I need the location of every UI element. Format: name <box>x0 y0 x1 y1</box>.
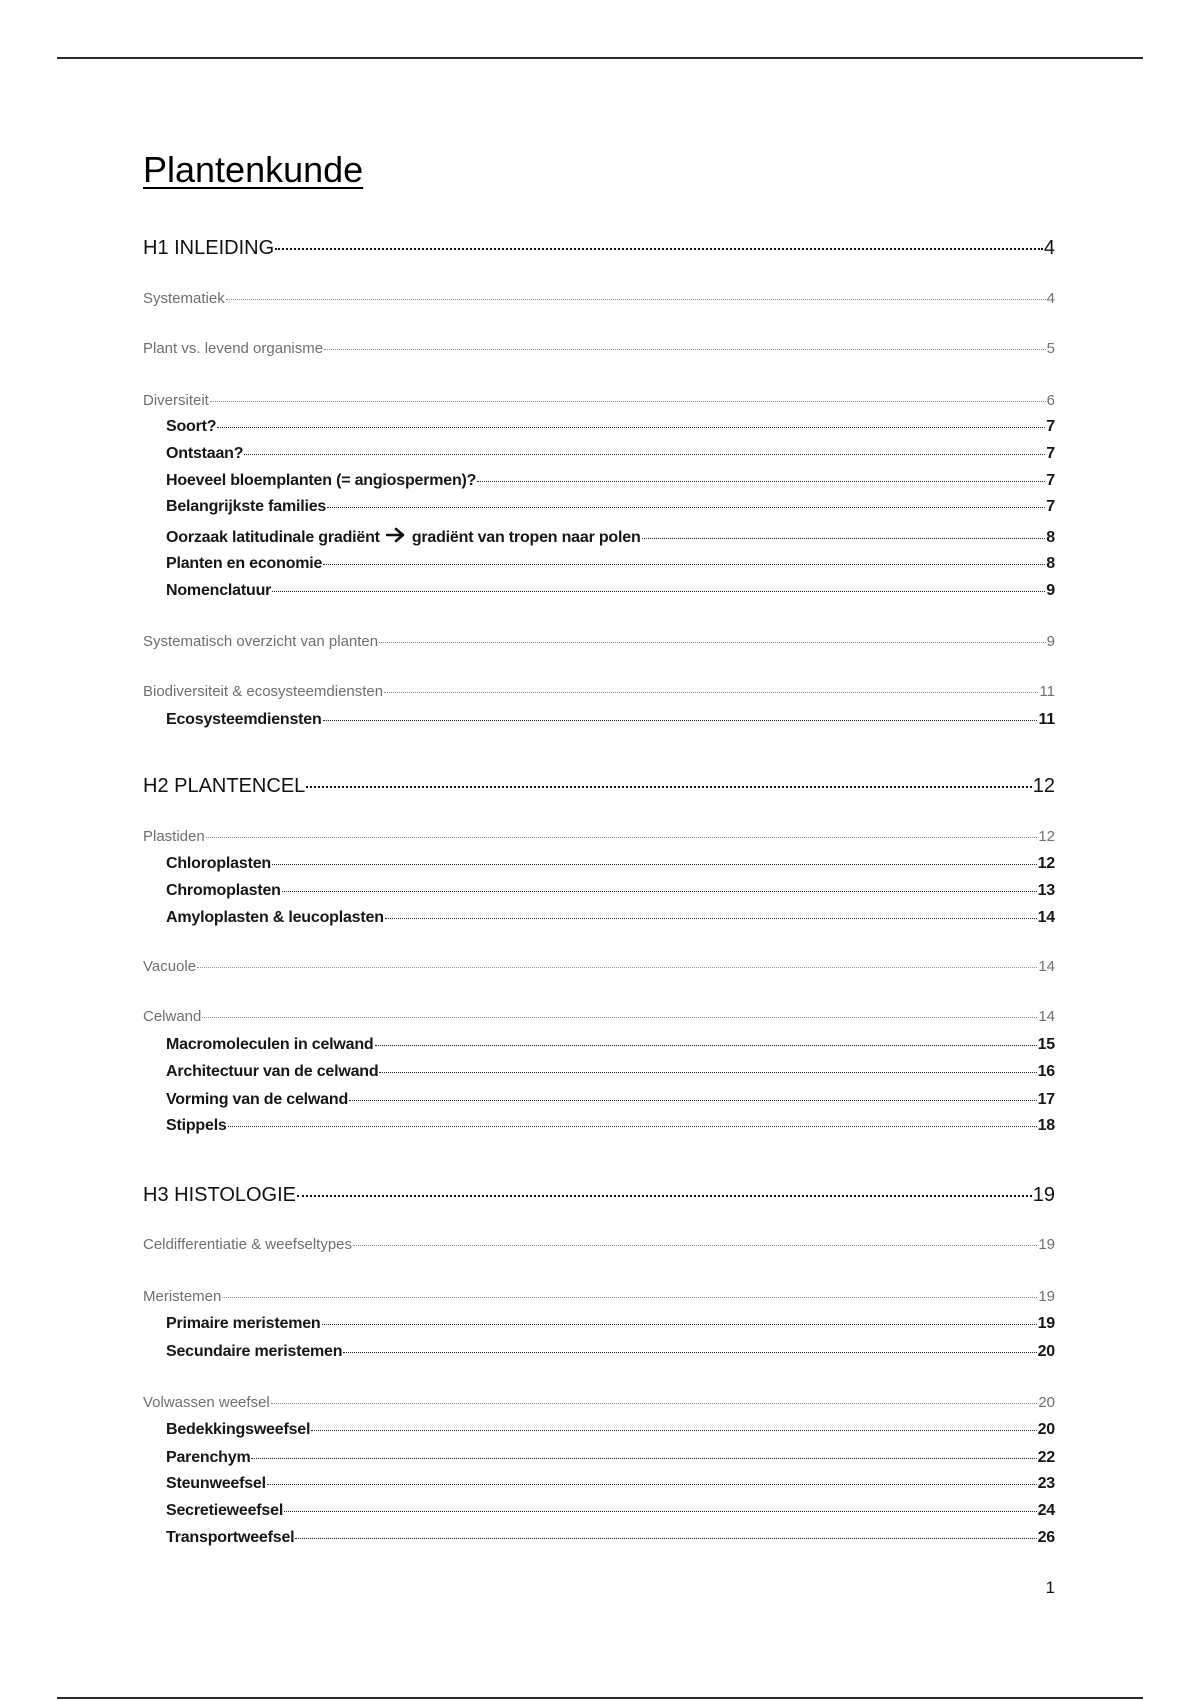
toc-page-number: 19 <box>1032 1184 1055 1206</box>
dot-leader <box>311 1430 1036 1431</box>
dot-leader <box>379 642 1046 643</box>
toc-entry-title: H1 INLEIDING <box>143 237 275 259</box>
toc-entry-level-2[interactable] <box>143 683 1055 705</box>
toc-page-number: 26 <box>1037 1529 1055 1546</box>
toc-entry-title: Systematisch overzicht van planten <box>143 633 379 650</box>
toc-page-number: 12 <box>1032 775 1055 797</box>
toc-entry-label <box>143 1184 296 1207</box>
dot-leader <box>282 891 1037 892</box>
toc-entry-title: Ontstaan? <box>166 445 244 462</box>
toc-entry-level-2[interactable] <box>143 1288 1055 1310</box>
toc-entry-title: Macromoleculen in celwand <box>166 1036 374 1053</box>
toc-entry-level-3[interactable] <box>166 555 1055 579</box>
toc-entry-level-3[interactable] <box>166 855 1055 879</box>
toc-page-number: 19 <box>1038 1288 1055 1305</box>
dot-leader <box>324 349 1046 350</box>
toc-entry-title: Celwand <box>143 1008 202 1025</box>
toc-entry-level-3[interactable] <box>166 1117 1055 1141</box>
dot-leader <box>379 1072 1036 1073</box>
toc-entry-label <box>143 828 205 845</box>
toc-entry-label <box>166 445 243 463</box>
toc-entry-label <box>143 683 383 700</box>
toc-entry-level-3[interactable] <box>166 1421 1055 1445</box>
toc-page-number: 20 <box>1037 1421 1055 1438</box>
dot-leader <box>375 1045 1037 1046</box>
toc-entry-label <box>143 1288 221 1305</box>
toc-entry-level-2[interactable] <box>143 1394 1055 1416</box>
toc-entry-label <box>143 1008 201 1025</box>
dot-leader <box>226 299 1046 300</box>
toc-entry-level-3[interactable] <box>166 1315 1055 1339</box>
dot-leader <box>244 454 1045 455</box>
toc-entry-title: Vacuole <box>143 958 197 975</box>
dot-leader <box>384 692 1038 693</box>
toc-entry-label <box>143 775 305 798</box>
toc-page-number: 11 <box>1039 683 1055 700</box>
dot-leader <box>251 1458 1036 1459</box>
dot-leader <box>323 720 1038 721</box>
toc-page-number: 15 <box>1037 1036 1055 1053</box>
dot-leader <box>217 427 1045 428</box>
toc-page-number: 13 <box>1037 882 1055 899</box>
toc-entry-title: Chromoplasten <box>166 882 281 899</box>
dot-leader <box>284 1511 1037 1512</box>
toc-entry-label <box>143 392 209 409</box>
toc-page-number: 24 <box>1037 1502 1055 1519</box>
toc-entry-title: Primaire meristemen <box>166 1315 321 1332</box>
toc-entry-title: Bedekkingsweefsel <box>166 1421 311 1438</box>
toc-entry-level-3[interactable] <box>166 1091 1055 1115</box>
toc-page-number: 7 <box>1046 472 1055 489</box>
toc-entry-title: Plant vs. levend organisme <box>143 340 324 357</box>
toc-entry-title: Systematiek <box>143 290 225 307</box>
toc-entry-title: Plastiden <box>143 828 205 845</box>
toc-entry-title: Ecosysteemdiensten <box>166 711 322 728</box>
toc-entry-level-3[interactable] <box>166 582 1055 606</box>
toc-entry-title: Volwassen weefsel <box>143 1394 270 1411</box>
toc-entry-level-3[interactable] <box>166 1343 1055 1367</box>
dot-leader <box>197 967 1037 968</box>
toc-entry-title: Secretieweefsel <box>166 1502 284 1519</box>
toc-page-number: 5 <box>1046 340 1055 357</box>
toc-entry-level-3[interactable] <box>166 1036 1055 1060</box>
dot-leader <box>272 864 1037 865</box>
dot-leader <box>349 1100 1037 1101</box>
toc-entry-label <box>166 1091 348 1109</box>
toc-entry-level-2[interactable] <box>143 340 1055 362</box>
toc-entry-title: Diversiteit <box>143 392 209 409</box>
dot-leader <box>202 1017 1037 1018</box>
toc-entry-level-3[interactable] <box>166 498 1055 522</box>
toc-entry-label <box>143 340 323 357</box>
toc-page-number: 20 <box>1037 1343 1055 1360</box>
toc-entry-label <box>143 237 274 260</box>
dot-leader <box>322 1324 1037 1325</box>
toc-entry-level-2[interactable] <box>143 290 1055 312</box>
toc-entry-title: Planten en economie <box>166 555 323 572</box>
toc-entry-title: Celdifferentiatie & weefseltypes <box>143 1236 353 1253</box>
toc-entry-label <box>143 290 225 307</box>
toc-entry-level-1[interactable] <box>143 237 1055 265</box>
dot-leader <box>327 507 1045 508</box>
toc-page-number: 9 <box>1046 633 1055 650</box>
toc-entry-label <box>166 1475 266 1493</box>
toc-page-number: 19 <box>1038 1236 1055 1253</box>
toc-entry-label <box>166 1063 378 1081</box>
arrow-right-icon <box>386 527 406 547</box>
toc-entry-label <box>166 582 271 600</box>
toc-page-number: 8 <box>1046 529 1055 546</box>
dot-leader <box>272 591 1045 592</box>
toc-entry-title: Architectuur van de celwand <box>166 1063 379 1080</box>
toc-entry-title: Hoeveel bloemplanten (= angiospermen)? <box>166 472 477 489</box>
toc-entry-level-1[interactable] <box>143 1184 1055 1212</box>
toc-page-number: 9 <box>1046 582 1055 599</box>
toc-entry-title-continued: gradiënt van tropen naar polen <box>411 529 641 546</box>
toc-page-number: 18 <box>1037 1117 1055 1134</box>
toc-page-number: 7 <box>1046 418 1055 435</box>
toc-entry-title: Amyloplasten & leucoplasten <box>166 909 384 926</box>
toc-entry-level-3[interactable] <box>166 909 1055 933</box>
toc-entry-level-1[interactable] <box>143 775 1055 803</box>
toc-entry-title: Secundaire meristemen <box>166 1343 343 1360</box>
toc-entry-level-3[interactable] <box>166 882 1055 906</box>
toc-page-number: 6 <box>1046 392 1055 409</box>
toc-entry-title: Stippels <box>166 1117 227 1134</box>
toc-entry-label <box>166 1529 294 1547</box>
toc-entry-title: H3 HISTOLOGIE <box>143 1184 297 1206</box>
toc-page-number: 23 <box>1037 1475 1055 1492</box>
toc-page-number: 14 <box>1037 909 1055 926</box>
toc-page-number: 12 <box>1038 828 1055 845</box>
toc-entry-title: Transportweefsel <box>166 1529 295 1546</box>
toc-entry-title: Meristemen <box>143 1288 222 1305</box>
toc-page-number: 20 <box>1038 1394 1055 1411</box>
toc-entry-title: Steunweefsel <box>166 1475 266 1492</box>
dot-leader <box>295 1538 1036 1539</box>
toc-entry-label <box>166 1036 374 1054</box>
dot-leader <box>222 1297 1037 1298</box>
dot-leader <box>275 248 1043 250</box>
toc-entry-label <box>166 1315 321 1333</box>
toc-entry-label <box>143 958 196 975</box>
toc-entry-level-3[interactable] <box>166 1475 1055 1499</box>
toc-page-number: 7 <box>1046 498 1055 515</box>
toc-entry-title: Chloroplasten <box>166 855 271 872</box>
toc-page-number: 4 <box>1043 237 1055 259</box>
toc-page-number: 12 <box>1037 855 1055 872</box>
toc-entry-title: Oorzaak latitudinale gradiënt <box>166 529 380 546</box>
toc-entry-label <box>166 882 281 900</box>
dot-leader <box>353 1245 1037 1246</box>
toc-entry-title: Nomenclatuur <box>166 582 272 599</box>
dot-leader <box>267 1484 1037 1485</box>
toc-entry-label <box>166 527 641 547</box>
toc-entry-title: Parenchym <box>166 1449 251 1466</box>
dot-leader <box>210 401 1046 402</box>
toc-entry-label <box>166 855 271 873</box>
toc-page-number: 22 <box>1037 1449 1055 1466</box>
toc-entry-level-2[interactable] <box>143 828 1055 850</box>
toc-page-number: 14 <box>1038 1008 1055 1025</box>
toc-entry-title: Belangrijkste families <box>166 498 327 515</box>
toc-entry-label <box>143 633 378 650</box>
toc-entry-level-2[interactable] <box>143 1236 1055 1258</box>
toc-page-number: 4 <box>1046 290 1055 307</box>
toc-entry-label <box>143 1236 352 1253</box>
toc-entry-label <box>166 418 216 436</box>
toc-entry-level-3[interactable] <box>166 445 1055 469</box>
dot-leader <box>271 1403 1038 1404</box>
toc-entry-level-3[interactable] <box>166 418 1055 442</box>
toc-page-number: 14 <box>1038 958 1055 975</box>
toc-entry-level-3[interactable] <box>166 472 1055 496</box>
toc-entry-title: Vorming van de celwand <box>166 1091 349 1108</box>
toc-entry-label <box>166 555 322 573</box>
dot-leader <box>642 538 1046 539</box>
toc-page-number: 16 <box>1037 1063 1055 1080</box>
toc-entry-label <box>143 1394 270 1411</box>
toc-page-number: 19 <box>1037 1315 1055 1332</box>
toc-page-number: 7 <box>1046 445 1055 462</box>
toc-entry-title: Biodiversiteit & ecosysteemdiensten <box>143 683 384 700</box>
toc-entry-label <box>166 1343 342 1361</box>
toc-entry-level-2[interactable] <box>143 392 1055 414</box>
toc-entry-level-3[interactable] <box>166 1449 1055 1473</box>
toc-page-number: 11 <box>1038 711 1055 728</box>
toc-entry-level-3[interactable] <box>166 711 1055 735</box>
toc-page-number: 8 <box>1046 555 1055 572</box>
toc-entry-label <box>166 909 384 927</box>
toc-entry-level-3[interactable] <box>166 527 1055 551</box>
toc-entry-title: H2 PLANTENCEL <box>143 775 306 797</box>
toc-entry-label <box>166 1421 310 1439</box>
dot-leader <box>323 564 1045 565</box>
dot-leader <box>343 1352 1036 1353</box>
toc-entry-level-2[interactable] <box>143 633 1055 655</box>
bottom-border-line <box>57 1697 1143 1699</box>
toc-page-number: 17 <box>1037 1091 1055 1108</box>
toc-entry-title: Soort? <box>166 418 217 435</box>
toc-entry-level-3[interactable] <box>166 1063 1055 1087</box>
dot-leader <box>297 1195 1032 1197</box>
toc-entry-label <box>166 711 322 729</box>
toc-entry-label <box>166 472 476 490</box>
dot-leader <box>477 481 1045 482</box>
dot-leader <box>306 786 1031 788</box>
dot-leader <box>206 837 1038 838</box>
toc-entry-level-2[interactable] <box>143 1008 1055 1030</box>
toc-entry-level-3[interactable] <box>166 1502 1055 1526</box>
toc-entry-label <box>166 1449 250 1467</box>
toc-entry-label <box>166 1117 227 1135</box>
dot-leader <box>228 1126 1037 1127</box>
document-title: Plantenkunde <box>143 149 364 190</box>
dot-leader <box>385 918 1037 919</box>
toc-entry-label <box>166 498 326 516</box>
toc-entry-level-2[interactable] <box>143 958 1055 980</box>
page-number: 1 <box>1045 1578 1055 1597</box>
toc-entry-label <box>166 1502 283 1520</box>
toc-entry-level-3[interactable] <box>166 1529 1055 1553</box>
